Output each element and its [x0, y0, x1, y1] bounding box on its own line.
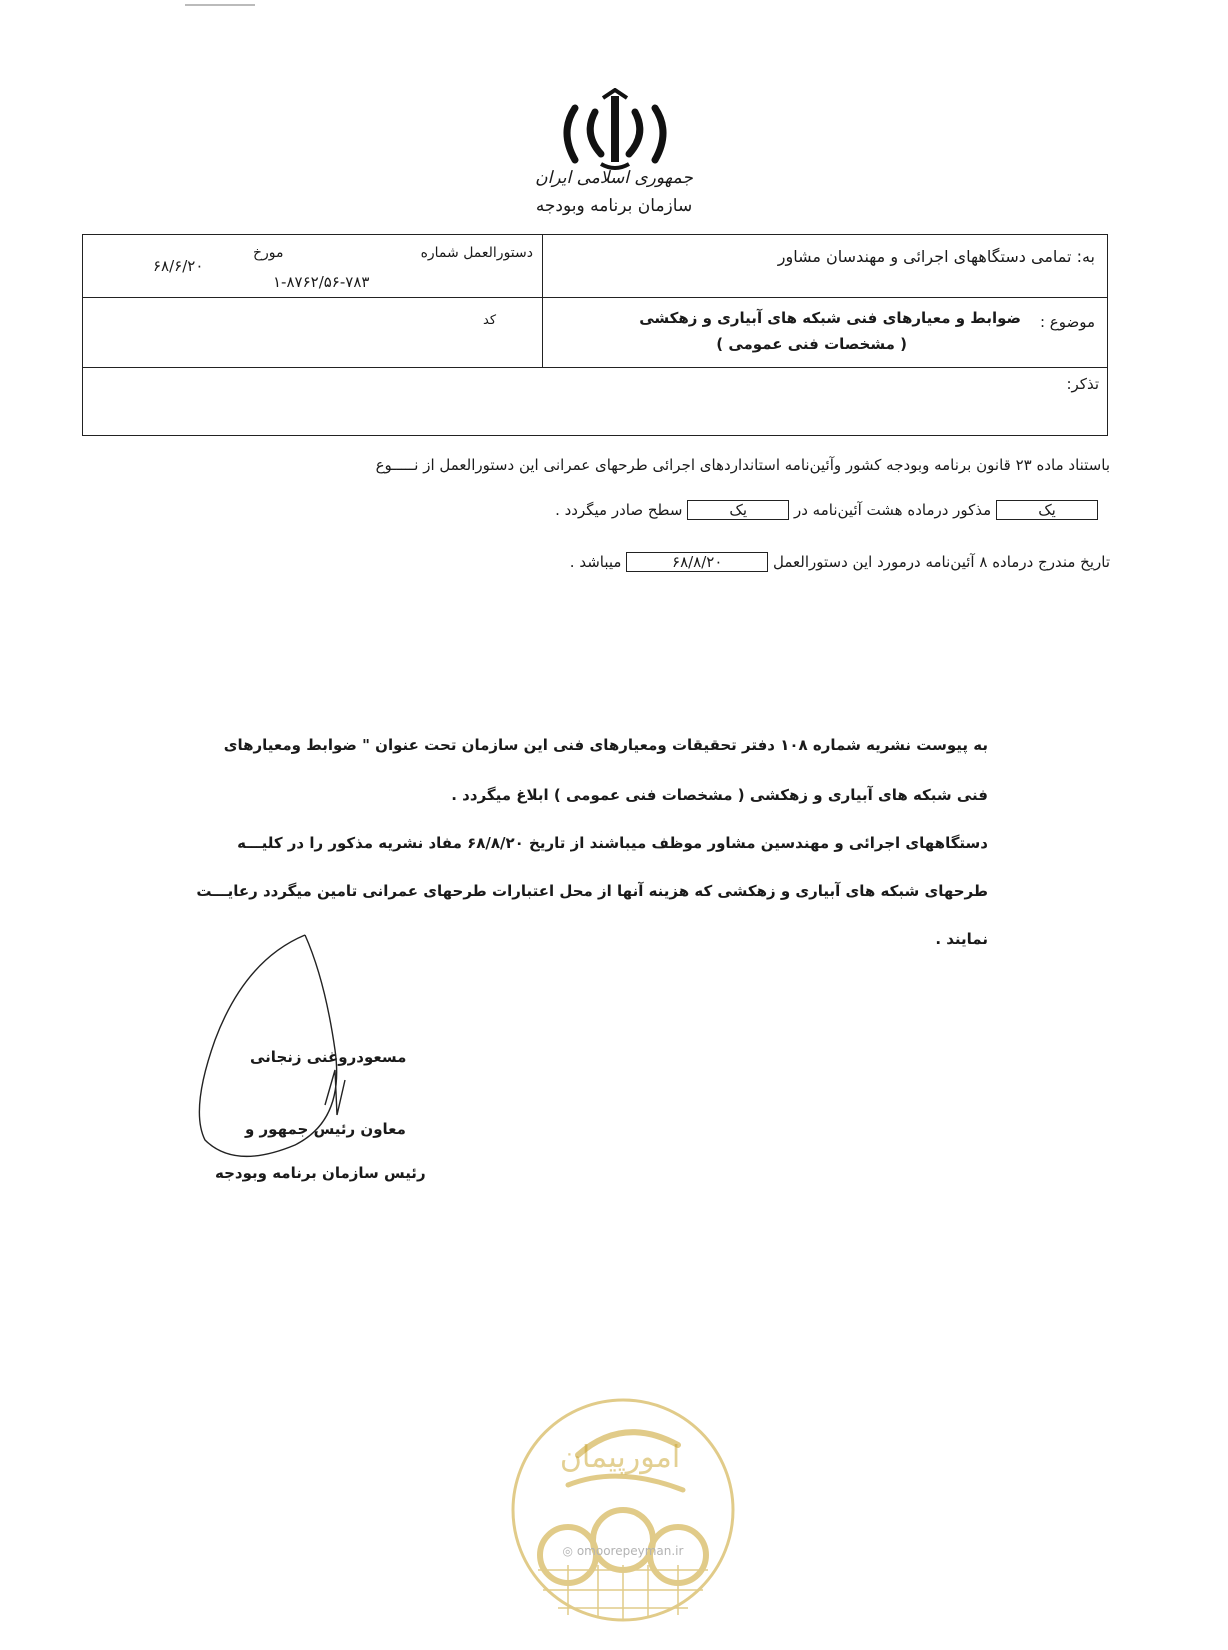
form-column-divider: [542, 235, 543, 367]
directive-line-2-part-2: سطح صادر میگردد .: [555, 501, 683, 519]
directive-line-2-part-1: مذکور درماده هشت آئین‌نامه در: [793, 501, 992, 519]
main-paragraph-2-line-2: طرحهای شبکه های آبیاری و زهکشی که هزینه آنها از محل اعتبارات طرحهای عمرانی تامین میگردد رعایـــت: [196, 882, 988, 900]
code-label: کد: [483, 313, 497, 328]
subject-line-2: ( مشخصات فنی عمومی ): [716, 335, 907, 353]
date-value: ۶۸/۶/۲۰: [153, 257, 204, 275]
watermark-url: [508, 1544, 738, 1558]
directive-text-line-3: [570, 552, 1110, 572]
to-value: تمامی دستگاههای اجرائی و مهندسان مشاور: [777, 247, 1072, 266]
signatory-name: مسعودروغنی زنجانی: [250, 1048, 407, 1066]
directive-line-3-part-1: تاریخ مندرج درماده ۸ آئین‌نامه درمورد این دستورالعمل: [773, 553, 1110, 571]
directive-label: دستورالعمل شماره: [420, 245, 533, 261]
form-divider: [83, 367, 1107, 368]
signatory-title-2: رئیس سازمان برنامه وبودجه: [215, 1164, 426, 1182]
subject-label: موضوع :: [1039, 313, 1095, 331]
level-box-1: یک: [996, 500, 1098, 520]
watermark-url-text: omoorepeyman.ir: [576, 1544, 684, 1558]
effective-date-box: ۶۸/۸/۲۰: [626, 552, 768, 572]
header-form-box: [82, 234, 1108, 436]
directive-line-3-part-2: میباشد .: [569, 553, 622, 571]
recipient-row: [778, 247, 1095, 266]
signatory-title-1: معاون رئیس جمهور و: [245, 1120, 406, 1138]
iran-emblem-icon: [545, 88, 685, 176]
form-divider: [83, 297, 1107, 298]
directive-text-line-2: [555, 500, 1098, 520]
main-paragraph-1-line-2: فنی شبکه های آبیاری و زهکشی ( مشخصات فنی عمومی ) ابلاغ میگردد .: [451, 786, 988, 804]
to-label: به:: [1076, 247, 1095, 266]
main-paragraph-2-line-3: نمایند .: [935, 930, 988, 948]
scan-noise-mark: [185, 4, 255, 6]
header-country-name: جمهوری اسلامی ایران: [535, 168, 693, 188]
header-organization-name: سازمان برنامه وبودجه: [535, 196, 693, 216]
watermark-text: امورپیمان: [559, 1440, 681, 1475]
level-box-2: یک: [687, 500, 789, 520]
directive-number: ۱-۸۷۶۲/۵۶-۷۸۳: [273, 273, 370, 291]
main-paragraph-1-line-1: به پیوست نشریه شماره ۱۰۸ دفتر تحقیقات ومعیارهای فنی این سازمان تحت عنوان " ضوابط ومعیارهای: [223, 736, 988, 754]
globe-icon: ◎: [562, 1544, 574, 1558]
watermark-stamp: [508, 1395, 738, 1645]
directive-text-line-1: باستناد ماده ۲۳ قانون برنامه وبودجه کشور وآئین‌نامه استانداردهای اجرائی طرحهای عمرانی این دستورالعمل از نـــــوع: [375, 456, 1110, 474]
subject-line-1: ضوابط و معیارهای فنی شبکه های آبیاری و زهکشی: [639, 309, 1021, 327]
note-label: تذکر:: [1066, 375, 1099, 393]
date-label: مورخ: [253, 245, 284, 261]
main-paragraph-2-line-1: دستگاههای اجرائی و مهندسین مشاور موظف میباشند از تاریخ ۶۸/۸/۲۰ مفاد نشریه مذکور را در کلیـــه: [237, 834, 988, 852]
